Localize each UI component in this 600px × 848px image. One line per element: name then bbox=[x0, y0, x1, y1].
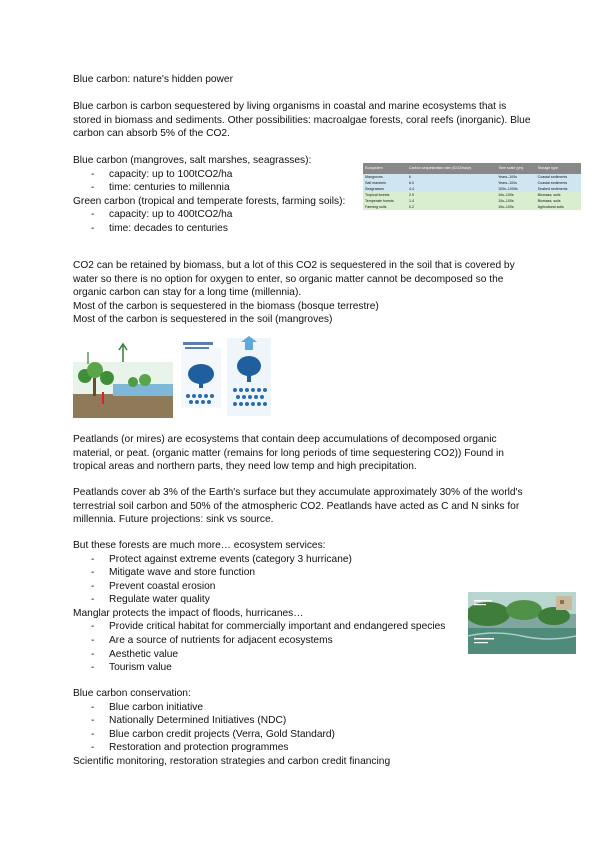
text-line: terrestrial soil carbon and 50% of the atmospheric CO2. Peatlands have acted as C and N sinks for bbox=[73, 500, 520, 512]
closing-line: Scientific monitoring, restoration strategies and carbon credit financing bbox=[73, 756, 391, 767]
text-line: Most of the carbon is sequestered in the biomass (bosque terrestre) bbox=[73, 300, 379, 312]
text-line: Peatlands (or mires) are ecosystems that contain deep accumulations of decomposed organic bbox=[73, 434, 497, 445]
manglar-list bbox=[73, 620, 445, 674]
list-item: - capacity: up to 100tCO2/ha bbox=[73, 168, 232, 182]
table-cell: 4.4 bbox=[407, 186, 496, 192]
services-heading: But these forests are much more… ecosystem services: bbox=[73, 540, 326, 551]
list-item: - Blue carbon initiative bbox=[73, 701, 335, 715]
table-cell: Biomass, soils bbox=[536, 192, 581, 198]
text-line: tropical areas and northern parts, they need low temp and high precipitation. bbox=[73, 461, 417, 473]
table-cell: 10s–100s bbox=[496, 192, 536, 198]
peatlands-paragraph-1 bbox=[73, 433, 504, 474]
list-item: - Restoration and protection programmes bbox=[73, 741, 335, 755]
table-cell: 10s–100s bbox=[496, 198, 536, 204]
table-cell: Seagrasses bbox=[363, 186, 407, 192]
text-line: organic carbon can stay for a long time (millennia). bbox=[73, 287, 302, 299]
text-line: Peatlands cover ab 3% of the Earth's surface but they accumulate approximately 30% of the world's bbox=[73, 487, 523, 498]
list-item: - Tourism value bbox=[73, 661, 445, 675]
table-cell: Temperate forests bbox=[363, 198, 407, 204]
table-cell: 100s–1000s bbox=[496, 186, 536, 192]
list-item: - Regulate water quality bbox=[73, 593, 352, 607]
ecosystem-diagram bbox=[73, 334, 273, 418]
table-cell: Agricultural soils bbox=[536, 204, 581, 210]
table-cell: 6 bbox=[407, 174, 496, 180]
intro-paragraph bbox=[73, 100, 531, 141]
table-cell: 10s–100s bbox=[496, 204, 536, 210]
table-header: Storage type bbox=[536, 163, 581, 174]
list-item: - Provide critical habitat for commercially important and endangered species bbox=[73, 620, 445, 634]
conservation-heading: Blue carbon conservation: bbox=[73, 688, 191, 699]
table-cell: 0.2 bbox=[407, 204, 496, 210]
list-item: - capacity: up to 400tCO2/ha bbox=[73, 208, 232, 222]
carbon-comparison-table bbox=[363, 163, 581, 221]
table-cell: 2.9 bbox=[407, 192, 496, 198]
table-cell: Coastal sediments bbox=[536, 180, 581, 186]
services-list bbox=[73, 553, 352, 607]
green-carbon-list bbox=[73, 208, 232, 235]
list-item: - Protect against extreme events (category 3 hurricane) bbox=[73, 553, 352, 567]
green-carbon-heading: Green carbon (tropical and temperate forests, farming soils): bbox=[73, 195, 346, 207]
text-line: water so there is no option for oxygen to enter, so organic matter cannot be decomposed so the bbox=[73, 273, 504, 285]
list-item: - Mitigate wave and store function bbox=[73, 566, 352, 580]
page-title: Blue carbon: nature's hidden power bbox=[73, 74, 233, 85]
table-cell: Seabed sediments bbox=[536, 186, 581, 192]
text-line: stored in biomass and sediments. Other possibilities: macroalgae forests, coral reefs (inorganic). Blue bbox=[73, 114, 531, 126]
list-item: - Prevent coastal erosion bbox=[73, 580, 352, 594]
list-item: - time: decades to centuries bbox=[73, 222, 232, 236]
text-line: carbon can absorb 5% of the CO2. bbox=[73, 128, 230, 140]
table-row bbox=[363, 204, 581, 210]
text-line: Most of the carbon is sequestered in the soil (mangroves) bbox=[73, 314, 333, 326]
list-item: - Aesthetic value bbox=[73, 648, 445, 662]
table-cell: 1.4 bbox=[407, 198, 496, 204]
co2-paragraph bbox=[73, 259, 515, 327]
table-header: Carbon sequestration rate (tCO2/ha/yr) bbox=[407, 163, 496, 174]
blue-carbon-list bbox=[73, 168, 232, 195]
table-cell: Tropical forests bbox=[363, 192, 407, 198]
mangrove-photo bbox=[468, 592, 576, 654]
text-line: CO2 can be retained by biomass, but a lot of this CO2 is sequestered in the soil that is covered by bbox=[73, 260, 515, 271]
manglar-heading: Manglar protects the impact of floods, hurricanes… bbox=[73, 607, 304, 619]
table-cell: Coastal sediments bbox=[536, 174, 581, 180]
table-cell: Salt marshes bbox=[363, 180, 407, 186]
peatlands-paragraph-2 bbox=[73, 486, 523, 527]
table-header: Time scale (yrs) bbox=[496, 163, 536, 174]
table-cell: Biomass, soils bbox=[536, 198, 581, 204]
list-item: - time: centuries to millennia bbox=[73, 181, 232, 195]
mangrove-photo-image bbox=[468, 592, 576, 654]
conservation-list bbox=[73, 701, 335, 755]
list-item: - Are a source of nutrients for adjacent ecosystems bbox=[73, 634, 445, 648]
table-cell: Years–100s bbox=[496, 174, 536, 180]
table-cell: Farming soils bbox=[363, 204, 407, 210]
table-cell: Years–100s bbox=[496, 180, 536, 186]
list-item: - Nationally Determined Initiatives (NDC) bbox=[73, 714, 335, 728]
table-header: Ecosystem bbox=[363, 163, 407, 174]
list-item: - Blue carbon credit projects (Verra, Gold Standard) bbox=[73, 728, 335, 742]
blue-carbon-heading: Blue carbon (mangroves, salt marshes, seagrasses): bbox=[73, 155, 312, 166]
text-line: millennia. Future projections: sink vs source. bbox=[73, 514, 274, 526]
table-cell: Mangroves bbox=[363, 174, 407, 180]
carbon-storage-illustration bbox=[73, 334, 273, 418]
table-cell: 6.0 bbox=[407, 180, 496, 186]
text-line: Blue carbon is carbon sequestered by living organisms in coastal and marine ecosystems that is bbox=[73, 101, 507, 112]
text-line: material, or peat. (organic matter (remains for long periods of time sequestering CO2)) Found in bbox=[73, 447, 504, 459]
